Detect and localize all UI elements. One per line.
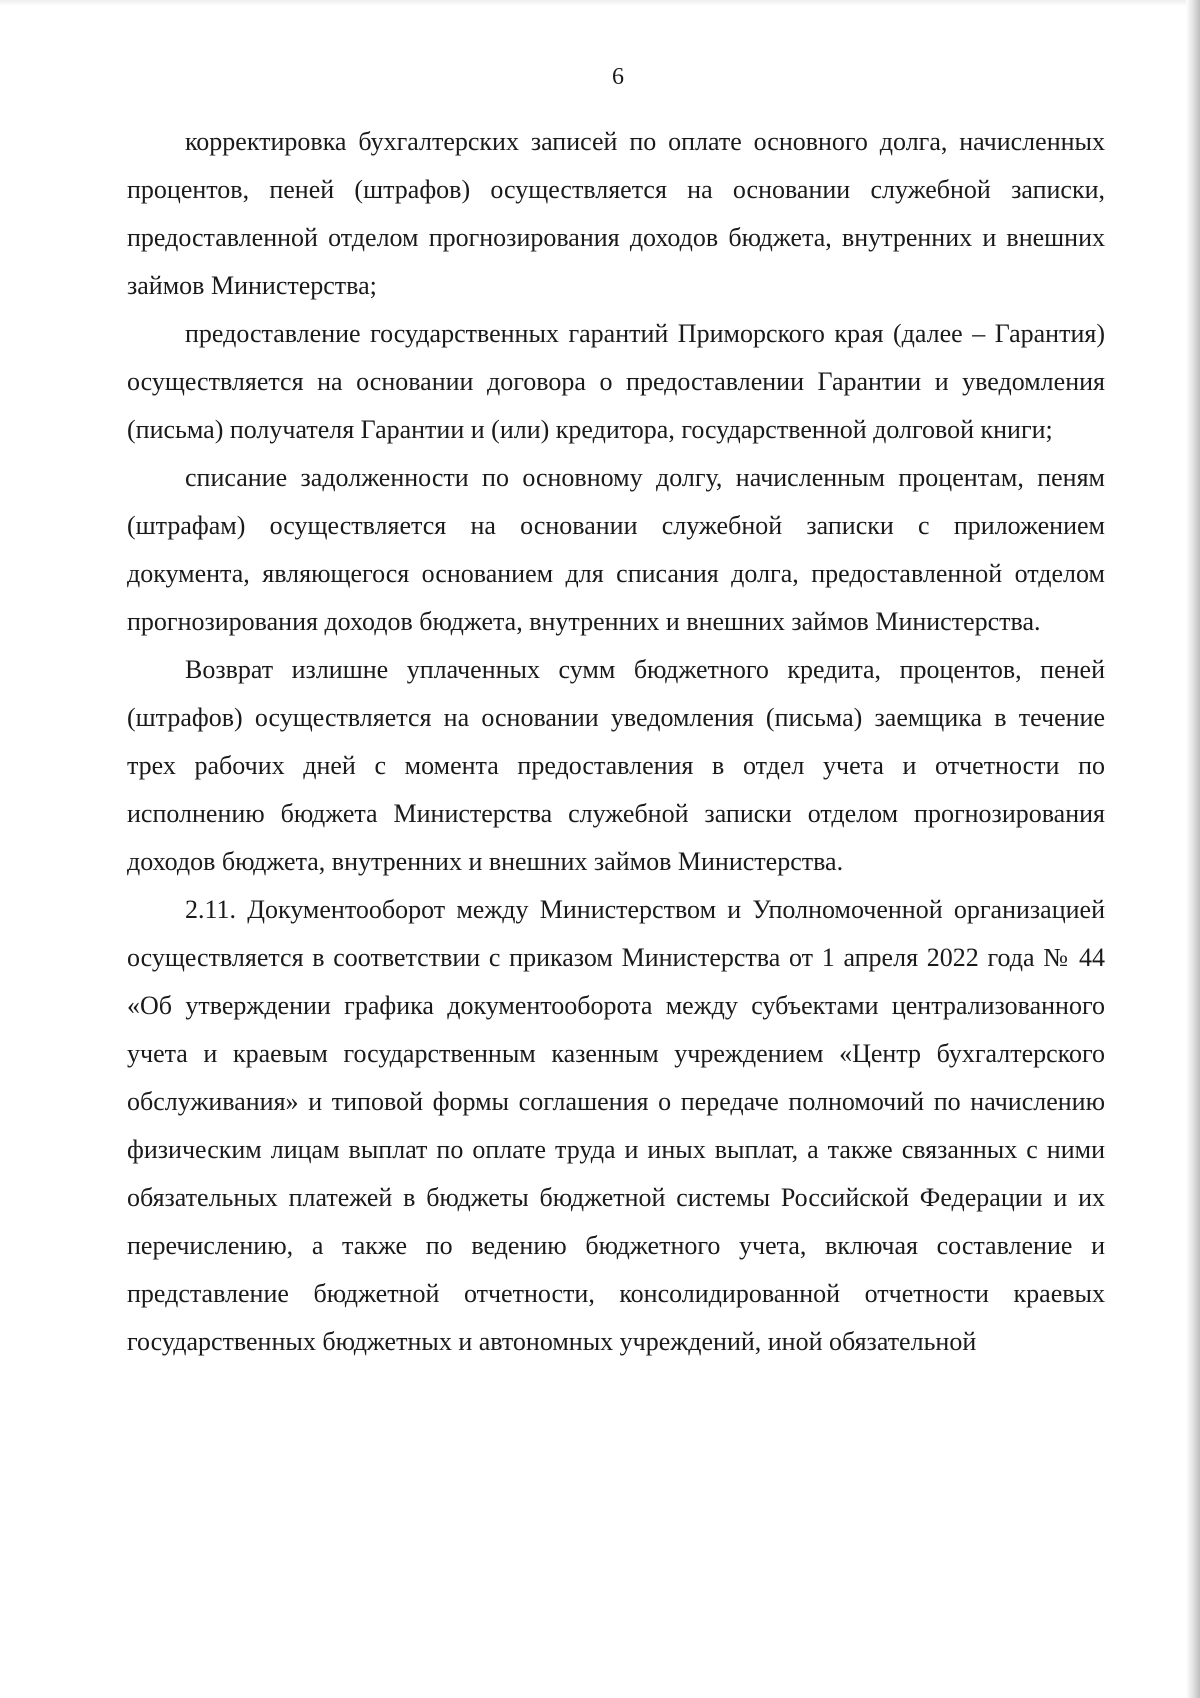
paragraph-refund: Возврат излишне уплаченных сумм бюджетного кредита, процентов, пеней (штрафов) осуществляется на основании уведомления (письма) заемщика в течение трех рабочих дней с момента предоставления в отдел учета и отчетности по исполнению бюджета Министерства служебной записки отделом прогнозирования доходов бюджета, внутренних и внешних займов Министерства. [127, 655, 1105, 876]
paragraph-guarantees: предоставление государственных гарантий Приморского края (далее – Гарантия) осуществляется на основании договора о предоставлении Гарантии и уведомления (письма) получателя Гарантии и (или) кредитора, государственной долговой книги; [127, 319, 1105, 444]
document-body [127, 118, 1105, 1366]
paragraph-section-2-11: 2.11. Документооборот между Министерством и Уполномоченной организацией осуществляется в соответствии с приказом Министерства от 1 апреля 2022 года № 44 «Об утверждении графика документооборота между субъектами централизованного учета и краевым государственным казенным учреждением «Центр бухгалтерского обслуживания» и типовой формы соглашения о передаче полномочий по начислению физическим лицам выплат по оплате труда и иных выплат, а также связанных с ними обязательных платежей в бюджеты бюджетной системы Российской Федерации и их перечислению, а также по ведению бюджетного учета, включая составление и представление бюджетной отчетности, консолидированной отчетности краевых государственных бюджетных и автономных учреждений, иной обязательной [127, 895, 1105, 1356]
scan-edge-right [1186, 0, 1200, 1698]
paragraph-debt-write-off: списание задолженности по основному долгу, начисленным процентам, пеням (штрафам) осуществляется на основании служебной записки с приложением документа, являющегося основанием для списания долга, предоставленной отделом прогнозирования доходов бюджета, внутренних и внешних займов Министерства. [127, 463, 1105, 636]
paragraph-accounting-corrections: корректировка бухгалтерских записей по оплате основного долга, начисленных процентов, пеней (штрафов) осуществляется на основании служебной записки, предоставленной отделом прогнозирования доходов бюджета, внутренних и внешних займов Министерства; [127, 127, 1105, 300]
scan-edge-top [0, 0, 1200, 6]
page-number: 6 [612, 64, 624, 90]
